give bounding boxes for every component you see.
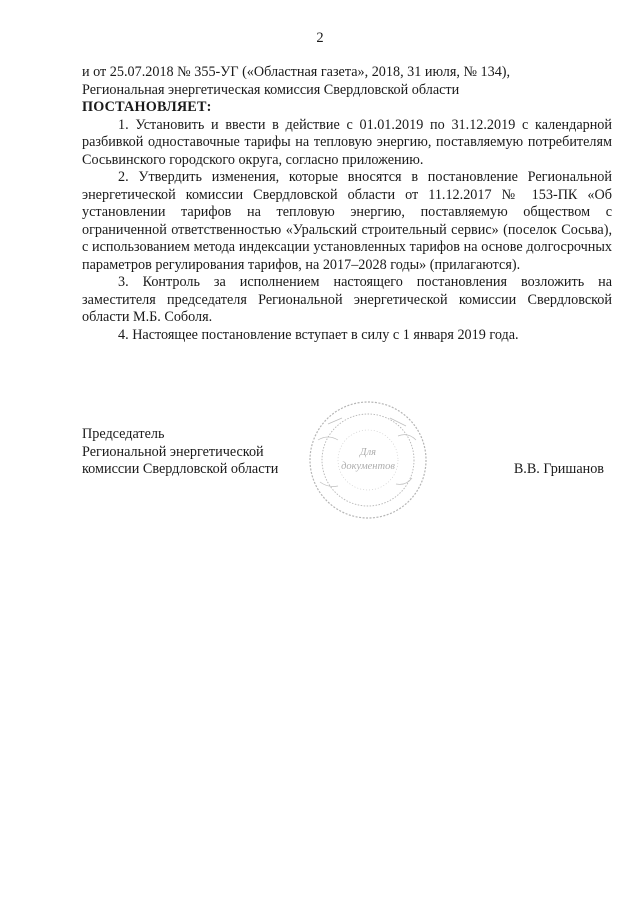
signatory-title-line: Председатель	[82, 426, 165, 442]
signatory-title-line: Региональной энергетической	[82, 443, 264, 460]
document-body	[82, 64, 612, 344]
official-stamp	[298, 400, 438, 520]
resolution-item-2: 2. Утвердить изменения, которые вносятся в постановление Региональной энергетической комиссии Свердловской области от 11.12.2017 № 153-ПК «Об установлении тарифов на тепловую энергию, поставляемую обществом с ограниченной ответственностью «Уральский строительный сервис» (поселок Сосьва), с использованием метода индексации установленных тарифов на основе долгосрочных параметров регулирования тарифов, на 2017–2028 годы» (прилагаются).	[82, 169, 612, 273]
intro-line: и от 25.07.2018 № 355-УГ («Областная газета», 2018, 31 июля, № 134),	[82, 64, 511, 80]
resolution-item-4: 4. Настоящее постановление вступает в силу с 1 января 2019 года.	[118, 326, 519, 343]
intro-line: Региональная энергетическая комиссия Свердловской области	[82, 81, 460, 98]
signatory-name: В.В. Гришанов	[513, 461, 604, 477]
signatory-title-line: комиссии Свердловской области	[82, 461, 279, 477]
svg-text:Для: Для	[359, 447, 377, 458]
resolves-heading: ПОСТАНОВЛЯЕТ:	[82, 99, 212, 115]
resolution-item-1: 1. Установить и ввести в действие с 01.01.2019 по 31.12.2019 с календарной разбивкой одноставочные тарифы на тепловую энергию, поставляемую потребителям Сосьвинского городского округа, согласно приложению.	[82, 116, 612, 168]
resolution-item-3: 3. Контроль за исполнением настоящего постановления возложить на заместителя председателя Региональной энергетической комиссии Свердловской области М.Б. Соболя.	[82, 274, 612, 325]
page-number: 2	[316, 30, 324, 46]
svg-text:документов: документов	[341, 461, 395, 472]
